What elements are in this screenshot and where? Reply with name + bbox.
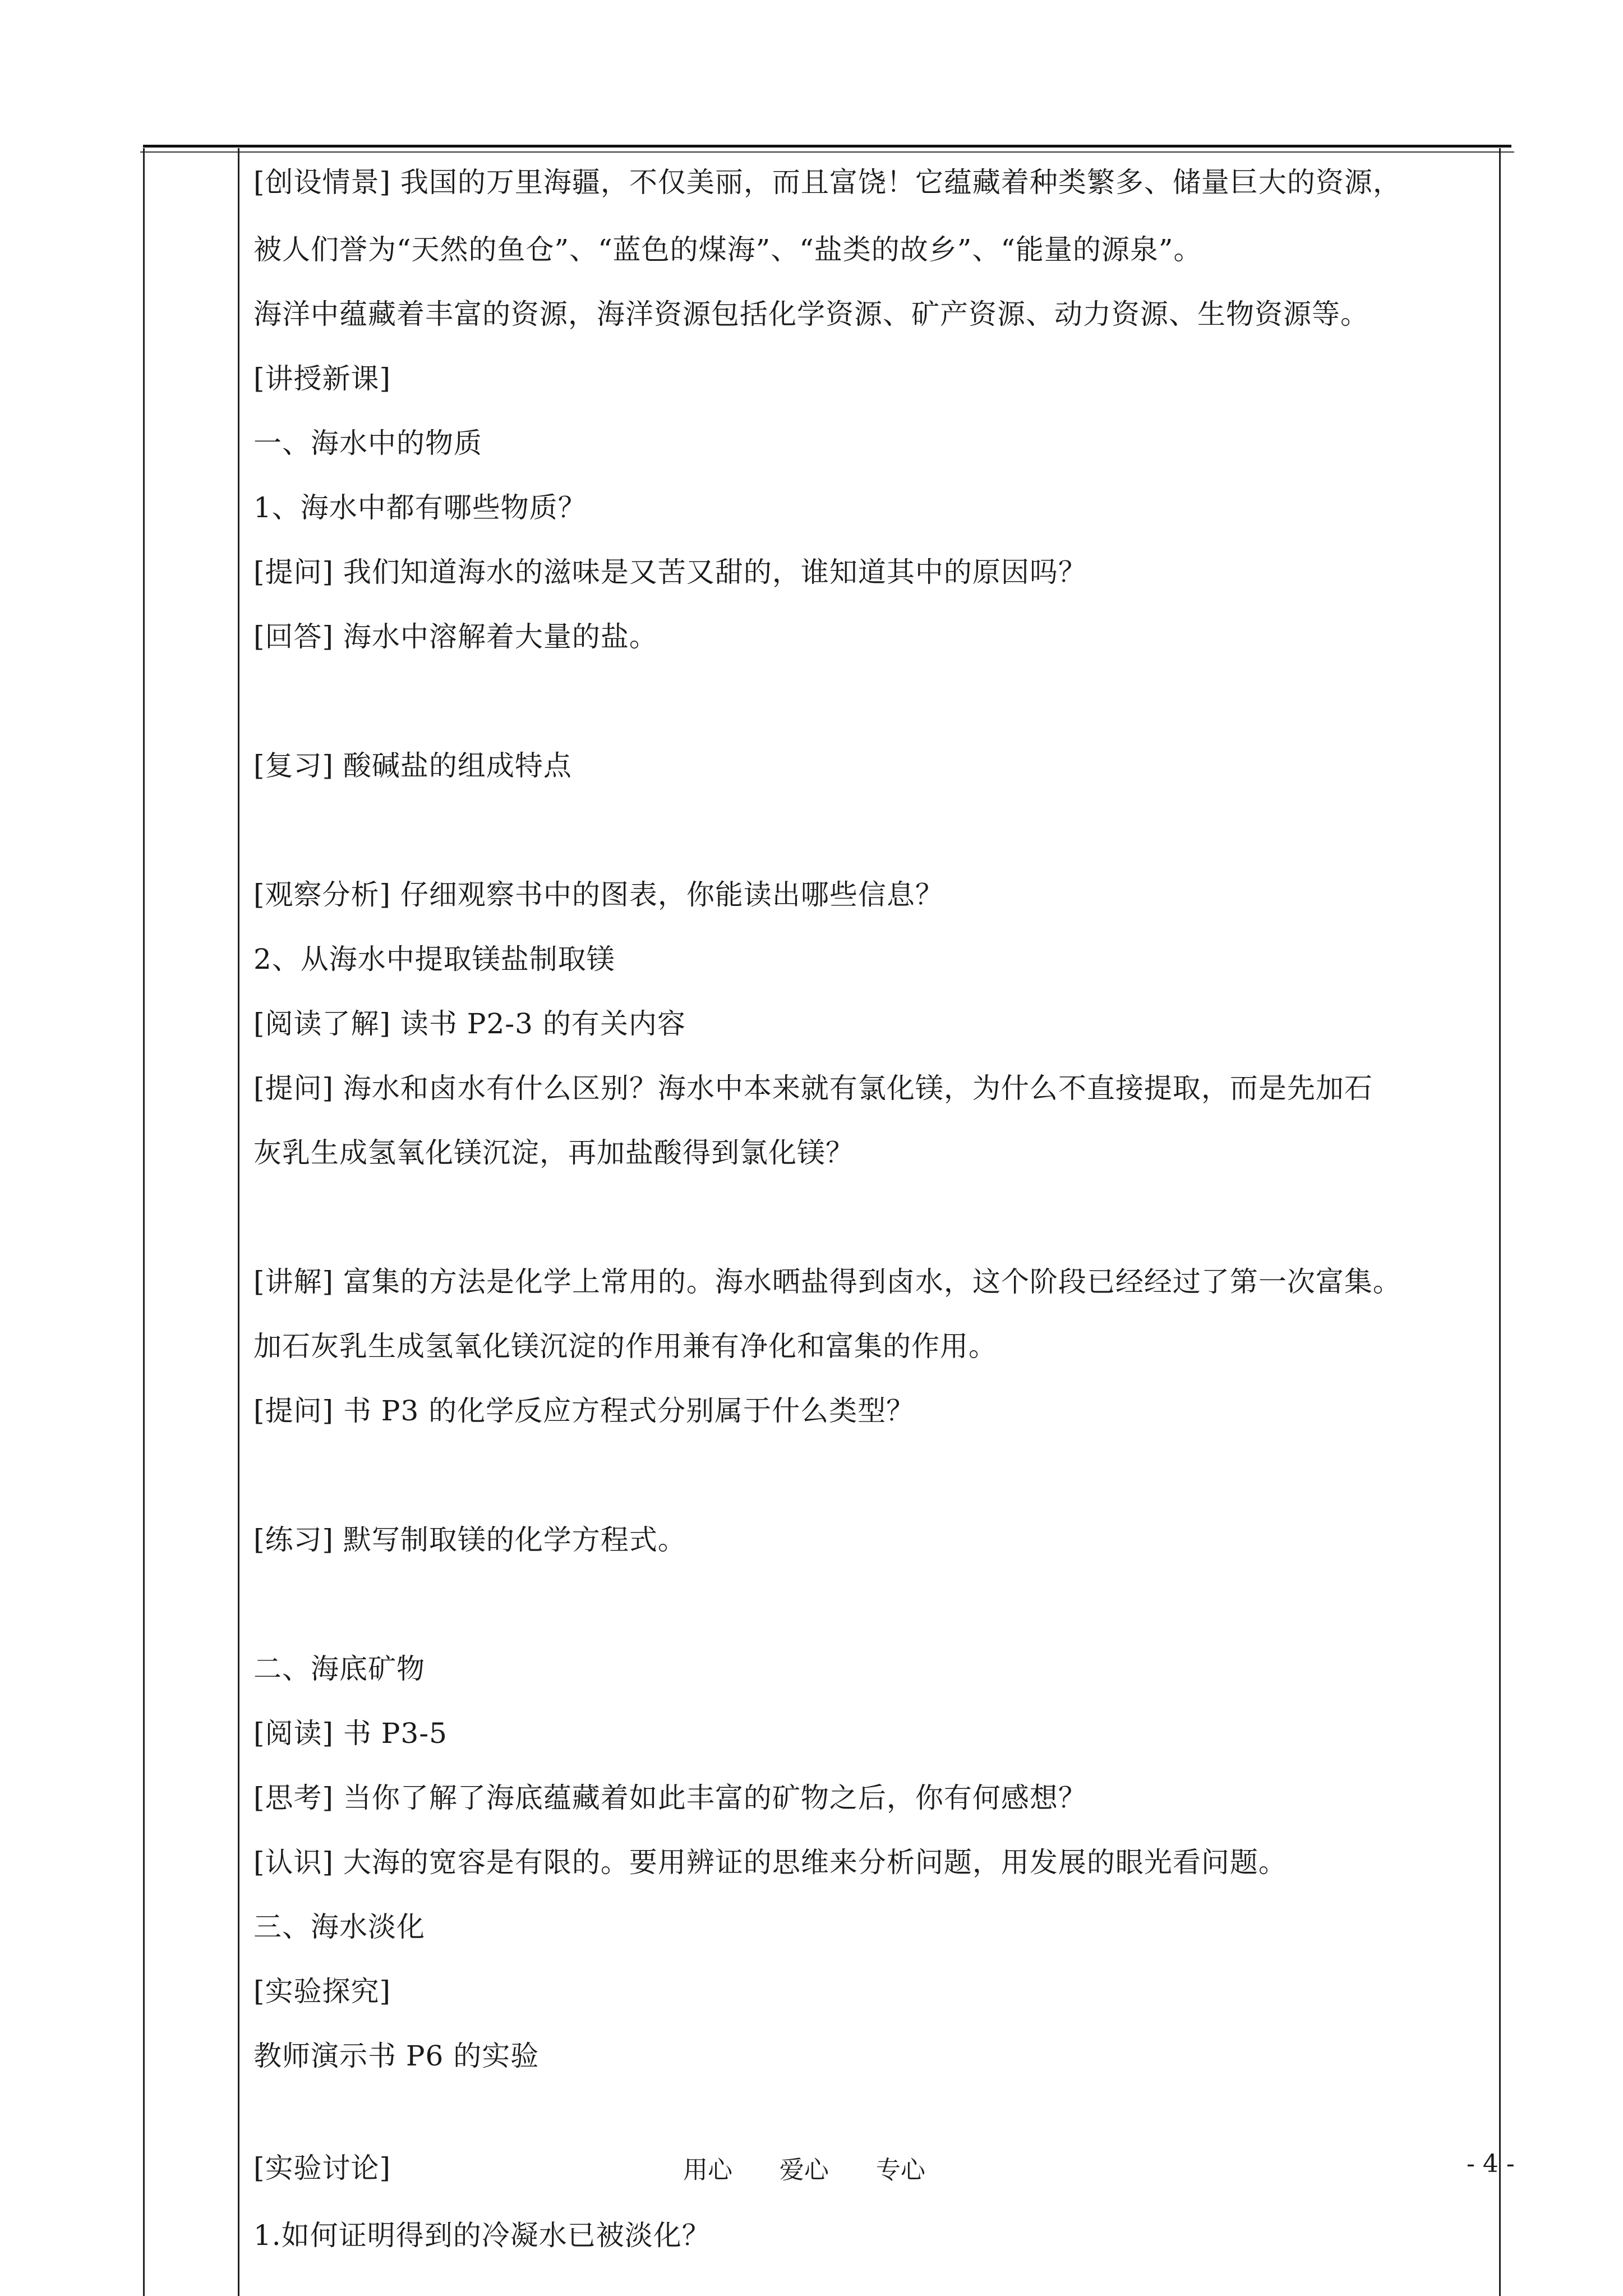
text-line: 教师演示书 P6 的实验 bbox=[253, 2040, 540, 2072]
text-line: [复习] 酸碱盐的组成特点 bbox=[253, 749, 572, 782]
table-top-border bbox=[143, 145, 1511, 148]
text-line: [讲解] 富集的方法是化学上常用的。海水晒盐得到卤水，这个阶段已经经过了第一次富集。 bbox=[253, 1266, 1401, 1298]
footer-motto: 用心 爱心 专心 bbox=[683, 2156, 925, 2184]
section-heading: 三、海水淡化 bbox=[253, 1911, 425, 1943]
text-line: 灰乳生成氢氧化镁沉淀，再加盐酸得到氯化镁？ bbox=[253, 1137, 854, 1169]
text-line: 1.如何证明得到的冷凝水已被淡化？ bbox=[253, 2219, 711, 2252]
text-line: [观察分析] 仔细观察书中的图表，你能读出哪些信息？ bbox=[253, 878, 944, 911]
table-right-border bbox=[1499, 148, 1501, 2296]
text-line: [阅读了解] 读书 P2-3 的有关内容 bbox=[253, 1007, 686, 1040]
page-number: - 4 - bbox=[1467, 2150, 1515, 2178]
text-line: [创设情景] 我国的万里海疆，不仅美丽，而且富饶！它蕴藏着种类繁多、储量巨大的资源， bbox=[253, 166, 1401, 199]
subsection-heading: 2、从海水中提取镁盐制取镁 bbox=[253, 943, 615, 976]
table-top-border-inner bbox=[140, 151, 1514, 153]
text-line: [提问] 我们知道海水的滋味是又苦又甜的，谁知道其中的原因吗？ bbox=[253, 556, 1087, 588]
text-line: 被人们誉为“天然的鱼仓”、“蓝色的煤海”、“盐类的故乡”、“能量的源泉”。 bbox=[253, 233, 1202, 266]
text-line: [提问] 书 P3 的化学反应方程式分别属于什么类型？ bbox=[253, 1395, 915, 1427]
section-label: [实验讨论] bbox=[253, 2152, 391, 2184]
section-label: [实验探究] bbox=[253, 1975, 391, 2008]
text-line: [思考] 当你了解了海底蕴藏着如此丰富的矿物之后，你有何感想？ bbox=[253, 1782, 1087, 1814]
text-line: [回答] 海水中溶解着大量的盐。 bbox=[253, 620, 658, 653]
table-left-border bbox=[143, 148, 145, 2296]
text-line: [练习] 默写制取镁的化学方程式。 bbox=[253, 1524, 686, 1556]
section-label: [讲授新课] bbox=[253, 362, 391, 395]
subsection-heading: 1、海水中都有哪些物质？ bbox=[253, 491, 587, 524]
text-line: 海洋中蕴藏着丰富的资源，海洋资源包括化学资源、矿产资源、动力资源、生物资源等。 bbox=[253, 298, 1369, 330]
text-line: [认识] 大海的宽容是有限的。要用辨证的思维来分析问题，用发展的眼光看问题。 bbox=[253, 1846, 1287, 1879]
text-line: [阅读] 书 P3-5 bbox=[253, 1717, 448, 1750]
section-heading: 一、海水中的物质 bbox=[253, 427, 482, 459]
text-line: [提问] 海水和卤水有什么区别？海水中本来就有氯化镁，为什么不直接提取，而是先加石 bbox=[253, 1072, 1373, 1105]
text-line: 加石灰乳生成氢氧化镁沉淀的作用兼有净化和富集的作用。 bbox=[253, 1330, 997, 1363]
table-column-divider bbox=[238, 148, 239, 2296]
section-heading: 二、海底矿物 bbox=[253, 1653, 425, 1685]
